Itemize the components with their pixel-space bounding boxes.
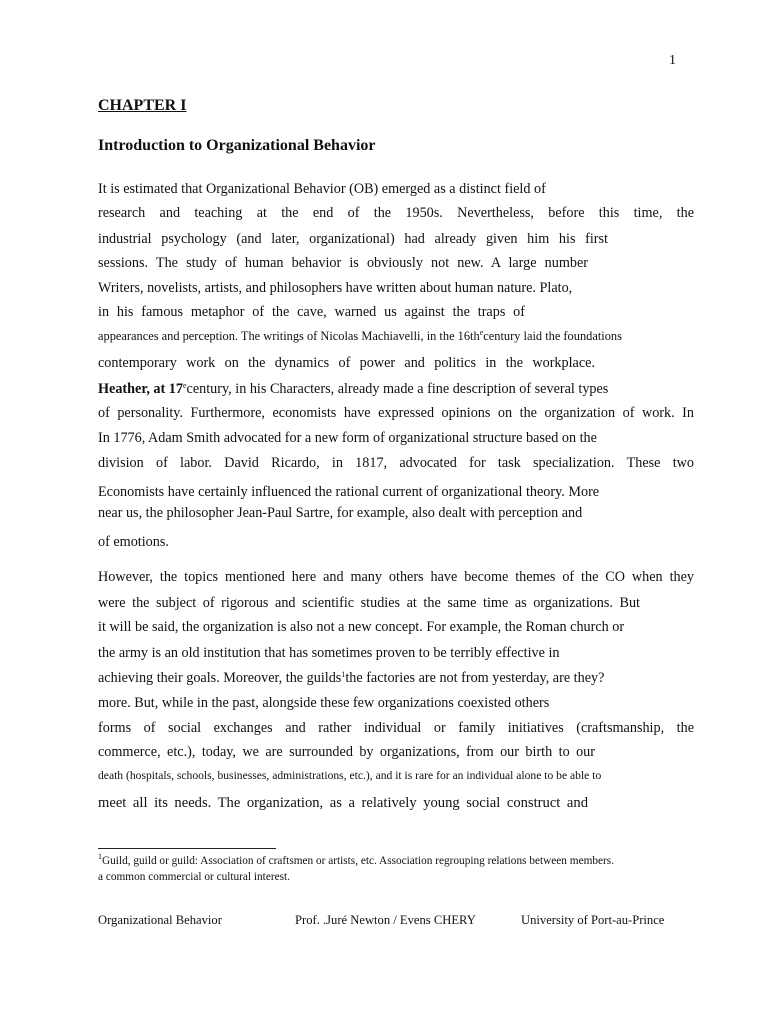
- section-title: Introduction to Organizational Behavior: [98, 137, 376, 154]
- text-line: [98, 670, 604, 687]
- text-line: industrial psychology (and later, organizational) had already given him his first: [98, 231, 608, 247]
- text-line: it will be said, the organization is also not a new concept. For example, the Roman church or: [98, 619, 625, 635]
- text-run: appearances and perception. The writings of Nicolas Machiavelli, in the 16th: [98, 329, 480, 343]
- footnote-ref[interactable]: 1: [341, 670, 346, 679]
- chapter-heading: CHAPTER I: [98, 97, 187, 114]
- text-line: [98, 329, 622, 344]
- text-line: division of labor. David Ricardo, in 1817, advocated for task specialization. These two: [98, 455, 694, 471]
- text-line: meet all its needs. The organization, as a relatively young social construct and: [98, 795, 588, 811]
- text-line: It is estimated that Organizational Behavior (OB) emerged as a distinct field of: [98, 181, 546, 197]
- footnote-line: a common commercial or cultural interest.: [98, 871, 290, 883]
- text-line: the army is an old institution that has sometimes proven to be terribly effective in: [98, 645, 560, 661]
- text-run: achieving their goals. Moreover, the guilds: [98, 670, 342, 686]
- text-run: century laid the foundations: [483, 329, 622, 343]
- footer-course: Organizational Behavior: [98, 913, 222, 927]
- text-line: research and teaching at the end of the 1950s. Nevertheless, before this time, the: [98, 205, 694, 221]
- text-line: In 1776, Adam Smith advocated for a new form of organizational structure based on the: [98, 430, 597, 446]
- text-line: [98, 381, 608, 398]
- footer-authors: Prof. .Juré Newton / Evens CHERY: [295, 913, 476, 927]
- text-line: forms of social exchanges and rather individual or family initiatives (craftsmanship, the: [98, 720, 694, 736]
- text-line: of personality. Furthermore, economists have expressed opinions on the organization of work. In: [98, 405, 694, 421]
- text-line: in his famous metaphor of the cave, warned us against the traps of: [98, 304, 525, 320]
- footnote-marker: 1: [98, 852, 102, 861]
- text-run: century, in his Characters, already made a fine description of several types: [186, 381, 609, 397]
- text-line: Writers, novelists, artists, and philosophers have written about human nature. Plato,: [98, 280, 573, 296]
- text-line: commerce, etc.), today, we are surrounded by organizations, from our birth to our: [98, 744, 595, 760]
- text-line: However, the topics mentioned here and many others have become themes of the CO when they: [98, 569, 694, 585]
- footnote-separator: [98, 848, 276, 849]
- text-line: more. But, while in the past, alongside these few organizations coexisted others: [98, 695, 550, 711]
- superscript: e: [479, 328, 484, 337]
- page-number: 1: [669, 53, 676, 68]
- footnote-line: [98, 852, 615, 867]
- text-line: were the subject of rigorous and scientific studies at the same time as organizations. But: [98, 595, 640, 611]
- superscript: e: [182, 381, 187, 390]
- text-line: near us, the philosopher Jean-Paul Sartre, for example, also dealt with perception and: [98, 505, 583, 521]
- text-line: death (hospitals, schools, businesses, administrations, etc.), and it is rare for an individual alone to be able to: [98, 769, 602, 782]
- footnote-text: Guild, guild or guild: Association of craftsmen or artists, etc. Association regrouping relations between members.: [102, 855, 615, 867]
- text-line: of emotions.: [98, 534, 169, 550]
- text-run: the factories are not from yesterday, are they?: [345, 670, 605, 686]
- footer-university: University of Port-au-Prince: [521, 913, 665, 927]
- bold-run: Heather, at 17: [98, 381, 183, 397]
- text-line: contemporary work on the dynamics of power and politics in the workplace.: [98, 355, 595, 371]
- text-line: Economists have certainly influenced the rational current of organizational theory. More: [98, 484, 600, 500]
- text-line: sessions. The study of human behavior is obviously not new. A large number: [98, 255, 588, 271]
